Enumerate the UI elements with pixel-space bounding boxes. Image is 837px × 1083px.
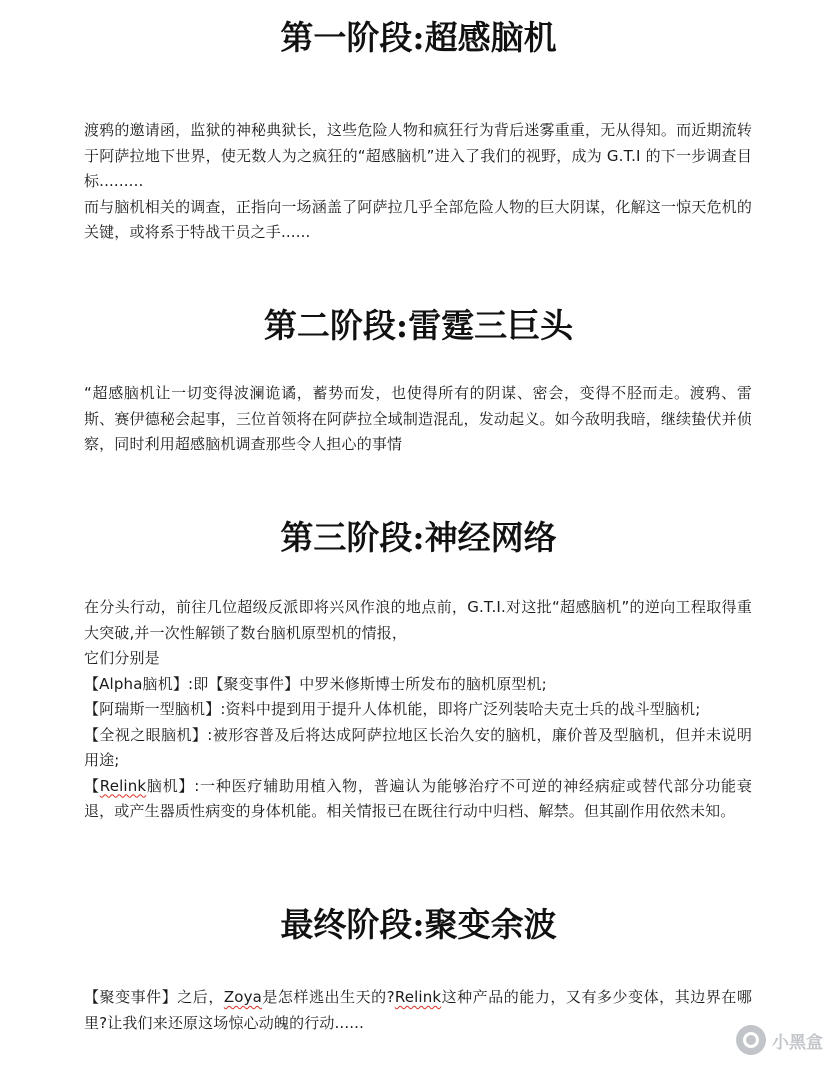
final-text-3: 这种产品的能力，又有多少变体，其边界在哪里?让我们来还原这场惊心动魄的行动...... (84, 988, 753, 1032)
relink-term: Relink (394, 988, 442, 1006)
paragraph: 渡鸦的邀请函，监狱的神秘典狱长，这些危险人物和疯狂行为背后迷雾重重，无从得知。而近期流转于阿萨拉地下世界，使无数人为之疯狂的“超感脑机”进入了我们的视野，成为 G.T.I 的下一步调查目标......... (84, 121, 752, 190)
paragraph: 在分头行动，前往几位超级反派即将兴风作浪的地点前，G.T.I.对这批“超感脑机”的逆向工程取得重大突破,并一次性解锁了数台脑机原型机的情报， (84, 598, 752, 642)
list-item (84, 774, 752, 825)
section-body-stage-2 (84, 381, 752, 458)
list-item: 【全视之眼脑机】:被形容普及后将达成阿萨拉地区长治久安的脑机，廉价普及型脑机，但并未说明用途; (84, 725, 752, 769)
heybox-logo-icon (736, 1025, 766, 1055)
section-title-stage-final: 最终阶段:聚变余波 (280, 905, 557, 944)
zoya-name: Zoya (223, 988, 262, 1006)
relink-description: 脑机】:一种医疗辅助用植入物，普遍认为能够治疗不可逆的神经病症或替代部分功能衰退，或产生器质性病变的身体机能。相关情报已在既往行动中归档、解禁。但其副作用依然未知。 (84, 776, 752, 820)
bracket-open: 【 (84, 776, 100, 795)
section-title-stage-3: 第三阶段:神经网络 (280, 518, 557, 557)
section-body-stage-final (84, 985, 752, 1036)
list-item: 【阿瑞斯一型脑机】:资料中提到用于提升人体机能，即将广泛列装哈夫克士兵的战斗型脑机; (84, 700, 701, 718)
watermark-text: 小黑盒 (772, 1032, 823, 1053)
paragraph (84, 985, 752, 1036)
paragraph: “超感脑机让一切变得波澜诡谲，蓄势而发，也使得所有的阴谋、密会，变得不胫而走。渡鸦、雷斯、赛伊德秘会起事，三位首领将在阿萨拉全域制造混乱，发动起义。如今敌明我暗，继续蛰伏并侦察，同时利用超感脑机调查那些令人担心的事情 (84, 384, 752, 453)
final-text-2: 是怎样逃出生天的? (261, 988, 395, 1006)
relink-term: Relink (99, 776, 147, 795)
section-title-stage-2: 第二阶段:雷霆三巨头 (263, 306, 574, 345)
watermark (736, 1025, 823, 1055)
section-title-stage-1: 第一阶段:超感脑机 (280, 18, 557, 57)
list-item: 【Alpha脑机】:即【聚变事件】中罗米修斯博士所发布的脑机原型机; (84, 674, 547, 693)
paragraph: 它们分别是 (84, 649, 160, 667)
section-body-stage-1 (84, 118, 752, 246)
section-body-stage-3 (84, 595, 752, 825)
final-text-1: 【聚变事件】之后， (84, 988, 224, 1006)
paragraph: 而与脑机相关的调查，正指向一场涵盖了阿萨拉几乎全部危险人物的巨大阴谋，化解这一惊天危机的关键，或将系于特战干员之手...... (84, 197, 752, 241)
